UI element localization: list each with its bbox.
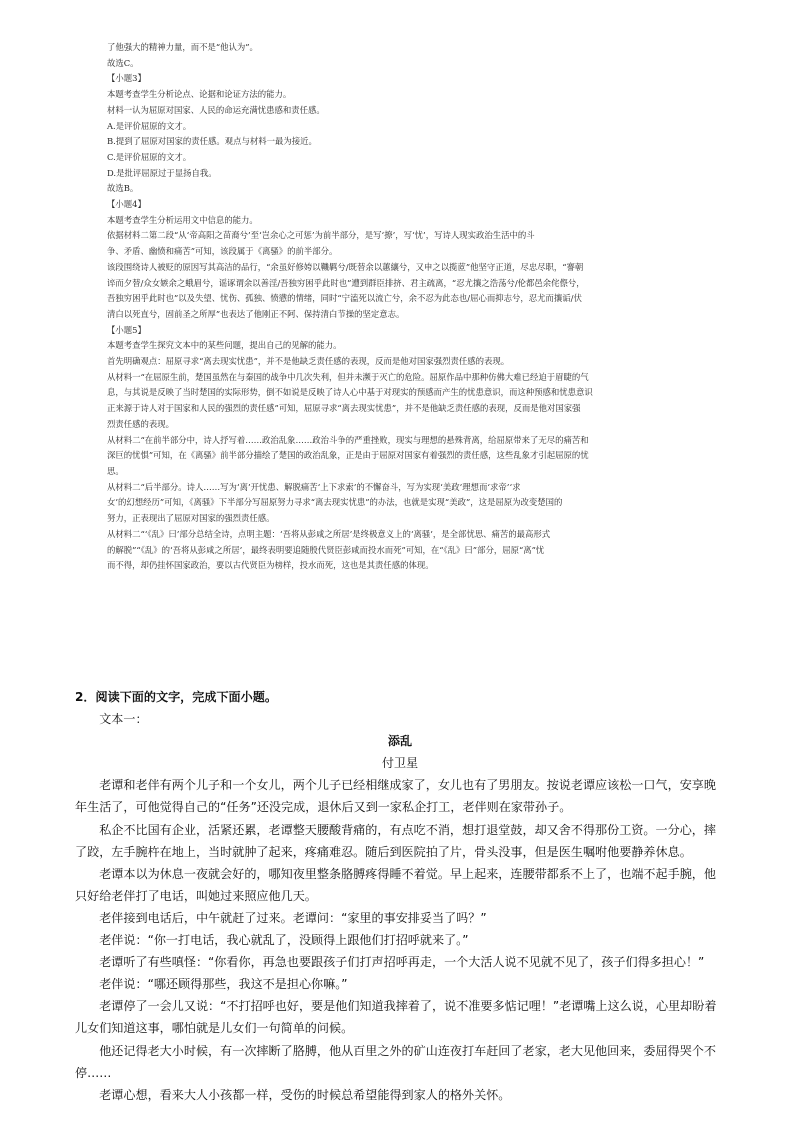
explanation-line: C.是评价屈原的文才。: [107, 151, 192, 162]
explanation-line: 深巨的忧惧”可知，在《离骚》前半部分描绘了楚国的政治乱象，正是由于屈原对国家有着强烈的责任感，这些乱象才引起屈原的忧: [107, 450, 589, 461]
explanation-line: 谇而夕替/众女嫉余之蛾眉兮，谣诼谓余以善淫/吾独穷困乎此时也”遭到群臣排挤、君主疏离，“忍尤攘之浩荡兮/伦都邑余侘傺兮，: [107, 277, 585, 288]
explanation-line: 【小题4】: [107, 199, 146, 210]
explanation-line: 清白以死直兮，固前圣之所厚”也表达了他刚正不阿、保持清白节操的坚定意志。: [107, 308, 405, 319]
story-body: [75, 774, 725, 1105]
explanation-line: 【小题3】: [107, 73, 146, 84]
explanation-line: B.提到了屈原对国家的责任感。观点与材料一最为接近。: [107, 136, 317, 147]
story-paragraph: 老伴接到电话后，中午就赶了过来。老谭问：“家里的事安排妥当了吗？”: [99, 910, 487, 925]
story-paragraph: 老谭和老伴有两个儿子和一个女儿，两个儿子已经相继成家了，女儿也有了男朋友。按说老谭应该松一口气，安享晚年生活了，可他觉得自己的“任务”还没完成，退休后又到一家私企打工，老伴则在家带孙子。: [75, 778, 716, 815]
answer-explanation-section: [107, 40, 707, 574]
explanation-line: 从材料二“‘《乱》曰’部分总结全诗，点明主题：‘吾将从彭咸之所居’是终极意义上的‘离骚’，是全部忧思、痛苦的最高形式: [107, 528, 551, 539]
explanation-line: 故选C。: [107, 57, 139, 68]
explanation-line: 而不得，却仍挂怀国家政治，要以古代贤臣为榜样，投水而死，这也是其责任感的体现。: [107, 560, 434, 571]
story-paragraph: 老伴说：“你一打电话，我心就乱了，没顾得上跟他们打招呼就来了。”: [99, 933, 469, 948]
explanation-line: 材料一认为屈原对国家、人民的命运充满忧患感和责任感。: [107, 104, 325, 115]
explanation-line: 息，与其说是反映了当时楚国的实际形势，倒不如说是反映了诗人心中基于对现实的预感而产生的忧患意识，而这种预感和忧患意识: [107, 387, 593, 398]
explanation-line: 正来源于诗人对于国家和人民的强烈的责任感”可知，屈原寻求“离去现实忧患”，并不是他缺乏责任感的表现，反而是他对国家强: [107, 403, 581, 414]
story-paragraph: 老谭本以为休息一夜就会好的，哪知夜里整条胳膊疼得睡不着觉。早上起来，连腰带都系不上了，也端不起手腕，他只好给老伴打了电话，叫她过来照应他几天。: [75, 866, 716, 903]
explanation-line: 【小题5】: [107, 324, 146, 335]
explanation-line: 从材料二“在前半部分中，诗人抒写着……政治乱象……政治斗争的严重挫败，现实与理想的悬殊背离，给屈原带来了无尽的痛苦和: [107, 434, 589, 445]
question-heading: 2．阅读下面的文字，完成下面小题。: [75, 690, 277, 704]
explanation-line: 努力，正表现出了屈原对国家的强烈责任感。: [107, 513, 275, 524]
explanation-line: 从材料二“后半部分。诗人……写为‘离’开忧患、解脱痛苦‘上下求索’的不懈奋斗，写为实现‘美政’理想而‘求帝’‘求: [107, 481, 521, 492]
story-paragraph: 私企不比国有企业，活紧还累，老谭整天腰酸背痛的，有点吃不消，想打退堂鼓，却又舍不得那份工资。一分心，摔了跤，左手腕杵在地上，当时就肿了起来，疼痛难忍。随后到医院拍了片，骨头没事，但是医生嘱咐他要静养休息。: [75, 822, 716, 859]
explanation-line: 首先明确观点：屈原寻求“离去现实忧患”，并不是他缺乏责任感的表现，反而是他对国家强烈责任感的表现。: [107, 356, 510, 367]
explanation-line: 本题考查学生探究文本中的某些问题，提出自己的见解的能力。: [107, 340, 342, 351]
explanation-line: 思。: [107, 465, 124, 476]
text-label: 文本一：: [99, 712, 148, 727]
story-paragraph: 老伴说：“哪还顾得那些，我这不是担心你嘛。”: [99, 977, 348, 992]
explanation-line: 了他强大的精神力量，而不是“他认为”。: [107, 42, 258, 52]
explanation-line: 争、矛盾、幽愤和痛苦”可知，该段属于《离骚》的前半部分。: [107, 246, 338, 257]
explanation-line: 的解脱”“《乱》的‘吾将从彭咸之所居’，最终表明要追随殷代贤臣彭咸而投水而死”可知，在“《乱》曰”部分，屈原“离”忧: [107, 544, 545, 555]
explanation-line: 故选B。: [107, 183, 139, 194]
reading-question-section: [75, 686, 725, 1106]
explanation-line: 依据材料二第二段“从‘帝高阳之苗裔兮’至‘岂余心之可惩’为前半部分，是写‘撩’，写‘忧’，写诗人现实政治生活中的斗: [107, 230, 535, 241]
story-paragraph: 老谭听了有些嗔怪：“你看你，再急也要跟孩子们打声招呼再走，一个大活人说不见就不见了，孩子们得多担心！”: [99, 955, 705, 970]
story-paragraph: 他还记得老大小时候，有一次摔断了胳膊，他从百里之外的矿山连夜打车赶回了老家，老大见他回来，委屈得哭个不停……: [75, 1043, 716, 1080]
explanation-line: 烈责任感的表现。: [107, 418, 174, 429]
explanation-line: 本题考查学生分析论点、论据和论证方法的能力。: [107, 89, 292, 100]
explanation-line: D.是批评屈原过于显扬自我。: [107, 167, 217, 178]
story-author: 付卫星: [381, 756, 419, 771]
story-paragraph: 老谭停了一会儿又说：“不打招呼也好，要是他们知道我摔着了，说不准要多惦记哩！”老谭嘴上这么说，心里却盼着儿女们知道这事，哪怕就是儿女们一句简单的问候。: [75, 999, 717, 1036]
explanation-line: 该段围绕诗人被贬的原因写其高洁的品行，“余虽好修姱以鞿羁兮/既替余以蕙纕兮，又申之以揽茝”他坚守正道，尽忠尽职，“謇朝: [107, 261, 584, 272]
story-paragraph: 老谭心想，看来大人小孩都一样，受伤的时候总希望能得到家人的格外关怀。: [99, 1087, 511, 1102]
explanation-line: 本题考查学生分析运用文中信息的能力。: [107, 214, 258, 225]
explanation-line: A.是评价屈原的文才。: [107, 120, 192, 131]
explanation-line: 女’的幻想经历”可知，《离骚》下半部分写屈原努力寻求“离去现实忧患”的办法，也就是实现“美政”，这是屈原为改变楚国的: [107, 497, 563, 508]
explanation-line: 从材料一“在屈原生前，楚国虽然在与秦国的战争中几次失利，但并未濒于灭亡的危险。屈原作品中那种仿佛大难已经迫于眉睫的气: [107, 371, 589, 382]
story-title: 添乱: [387, 734, 413, 749]
explanation-line: 吾独穷困乎此时也”以及失望、忧伤、孤独、愤懑的情绪，同时“宁溘死以流亡兮，余不忍为此态也/屈心而抑志兮，忍尤而攘诟/伏: [107, 293, 582, 304]
